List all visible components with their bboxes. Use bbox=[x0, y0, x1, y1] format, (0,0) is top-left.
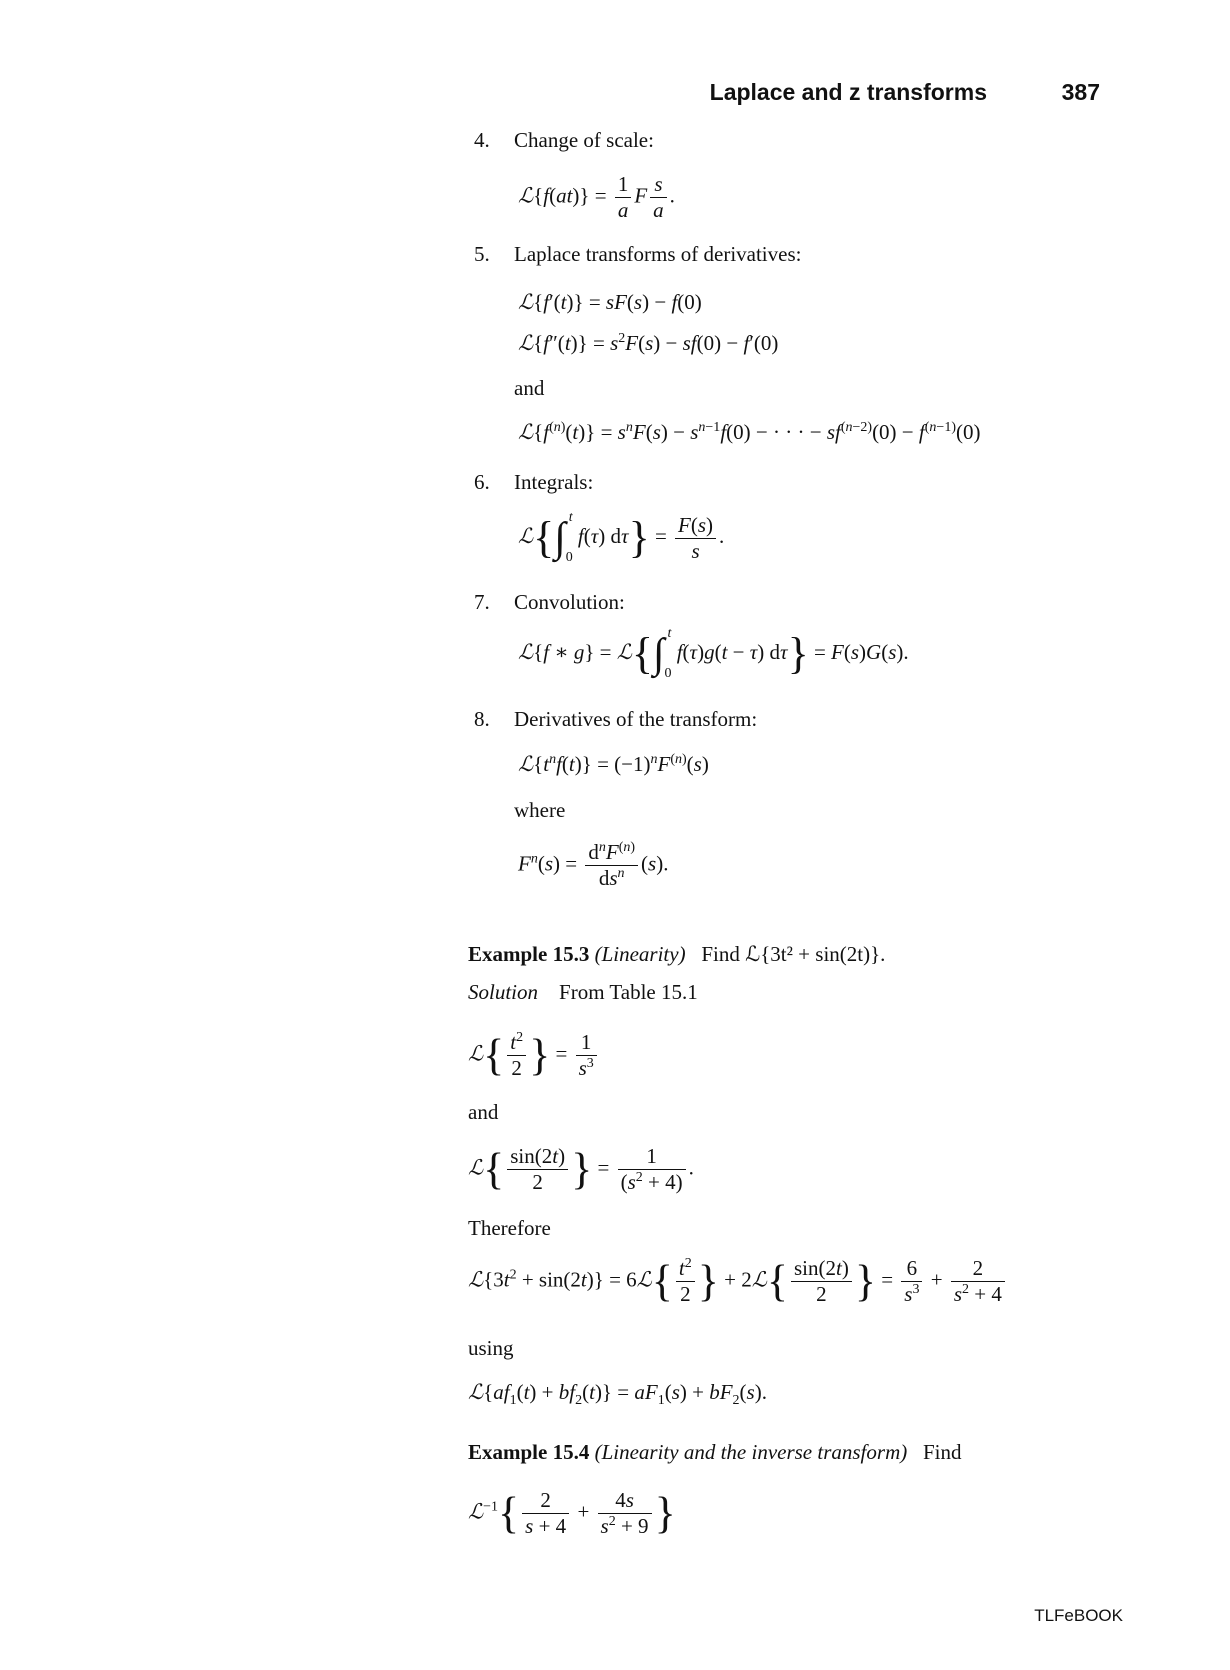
equation-change-of-scale: ℒ{f(at)} = $\frac{1}{a}$ F $\frac{s}{a}$ . bbox=[518, 172, 675, 222]
example-prompt: Find ℒ{3t² + sin(2t)}. bbox=[701, 942, 886, 966]
example-label: Example 15.3 bbox=[468, 942, 590, 966]
example-prompt: Find bbox=[922, 1440, 962, 1464]
equation-integral: $ℒ\{\int_0^t$ f(τ) dτ} = $\frac{F(s)}{s}$ . bbox=[518, 510, 725, 565]
equation-inverse-transform: ℒ$^{-1}${ $\frac{2}{s + 4}$ + $\frac{4s}{s^2 + 9}$ } bbox=[468, 1488, 676, 1538]
connective-using: using bbox=[468, 1336, 514, 1360]
example-topic: (Linearity) bbox=[594, 942, 686, 966]
example-15-3-heading bbox=[468, 942, 885, 967]
solution-label: Solution bbox=[468, 980, 539, 1004]
running-header-title: Laplace and z transforms bbox=[709, 79, 987, 105]
example-15-4-heading bbox=[468, 1440, 962, 1465]
footer-mark: TLFeBOOK bbox=[1034, 1606, 1123, 1625]
item-heading: Integrals: bbox=[514, 470, 594, 494]
item-number: 5. bbox=[474, 242, 490, 266]
connective-therefore: Therefore bbox=[468, 1216, 551, 1240]
example-label: Example 15.4 bbox=[468, 1440, 590, 1464]
item-heading: Change of scale: bbox=[514, 128, 654, 152]
equation-linearity-property: $ℒ\{af_1(t) + bf_2(t)\} = aF_1(s) + bF_2(s)$. bbox=[468, 1380, 767, 1409]
example-topic: (Linearity and the inverse transform) bbox=[594, 1440, 908, 1464]
equation-fn-definition: $F^n(s)$ = $\frac{d^nF^{(n)}}{ds^n}$ (s). bbox=[518, 840, 669, 890]
item-number: 4. bbox=[474, 128, 490, 152]
solution-line bbox=[468, 980, 698, 1005]
equation-sin: ℒ{ $\frac{\sin(2t)}{2}$ } = $\frac{1}{(s^2 + 4)}$ . bbox=[468, 1144, 694, 1194]
connective-and: and bbox=[514, 376, 545, 400]
item-number: 8. bbox=[474, 707, 490, 731]
item-number: 7. bbox=[474, 590, 490, 614]
solution-text: From Table 15.1 bbox=[559, 980, 698, 1004]
equation-t-squared: ℒ{ $\frac{t^2}{2}$ } = $\frac{1}{s^3}$ bbox=[468, 1030, 600, 1081]
connective-and: and bbox=[468, 1100, 499, 1124]
item-heading: Convolution: bbox=[514, 590, 625, 614]
equation-convolution: ℒ{f ∗ $g\} = ℒ\{\int_0^t$ f(τ)g(t − τ) dτ} = F(s)G(s). bbox=[518, 626, 909, 681]
equation-first-derivative: ℒ{f′(t)} = sF(s) − f(0) bbox=[518, 290, 702, 314]
item-heading: Laplace transforms of derivatives: bbox=[514, 242, 802, 266]
equation-derivative-of-transform: $ℒ\{t^nf(t)\} = (-1)^nF^{(n)}(s)$ bbox=[518, 752, 709, 776]
item-heading: Derivatives of the transform: bbox=[514, 707, 758, 731]
page-number: 387 bbox=[1061, 79, 1100, 105]
equation-linearity-result: $ℒ\{3t^2 + \sin(2t)\}$ = 6ℒ{ $\frac{t^2}{2}$ } + 2ℒ{ $\frac{\sin(2t)}{2}$ } = $\frac{6}{s^3}$ + $\frac{2}{s^2 + 4}$ bbox=[468, 1256, 1008, 1307]
item-number: 6. bbox=[474, 470, 490, 494]
equation-nth-derivative: $ℒ\{f^{(n)}(t)\} = s^nF(s) - s^{n-1}f(0)$ − · · · − $sf^{(n-2)}(0) - f^{(n-1)}(0)$ bbox=[518, 420, 981, 444]
equation-second-derivative: ℒ{f″(t)} = $s^2F(s) - sf(0) - f'(0)$ bbox=[518, 331, 779, 355]
connective-where: where bbox=[514, 798, 566, 822]
